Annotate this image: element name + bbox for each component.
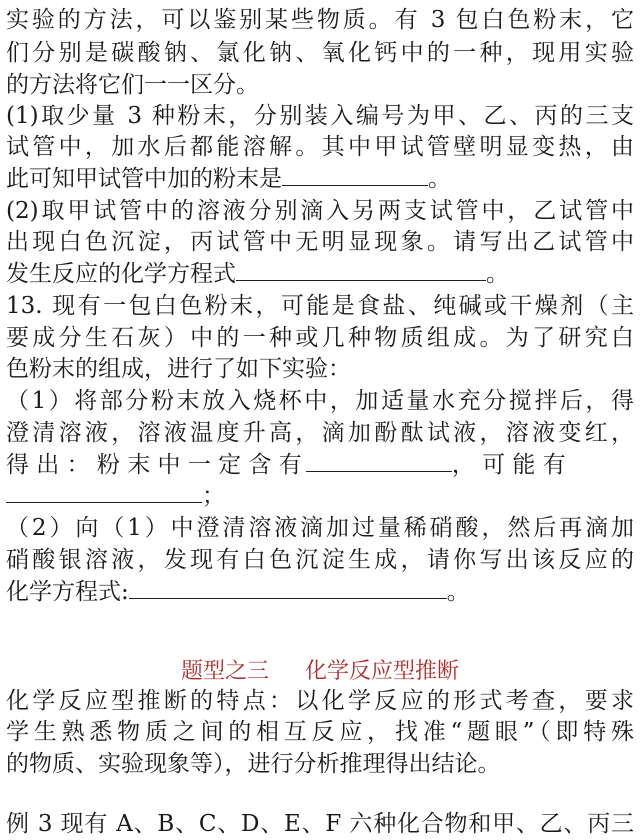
period: 。	[446, 579, 470, 605]
equation-prompt: 化学方程式:	[6, 579, 129, 605]
text-line-1: 实验的方法，可以鉴别某些物质。有 3 包白色粉末，它	[6, 7, 634, 33]
section-heading-title: 化学反应型推断	[305, 659, 460, 684]
semicolon: ；	[202, 483, 225, 509]
answer-blank-may-contain[interactable]	[6, 480, 202, 503]
problem-13-line-3: 色粉末的组成，进行了如下实验：	[6, 356, 351, 382]
problem-13-line-2: 要成分生石灰）中的一种或几种物质组成。为了研究白	[6, 325, 634, 351]
problem-13-step-1-line-2: 澄清溶液，溶液温度升高，滴加酚酞试液，溶液变红，	[6, 420, 634, 446]
question-2-line-3	[6, 258, 634, 290]
may-contain-prompt: ， 可 能 有	[451, 452, 566, 478]
answer-blank-equation-2[interactable]	[129, 576, 447, 599]
answer-blank-must-contain[interactable]	[306, 449, 452, 472]
problem-13-line-1: 13. 现有一包白色粉末，可能是食盐、纯碱或干燥剂（主	[6, 293, 634, 319]
period: 。	[486, 261, 509, 287]
problem-13-step-2-line-2: 硝酸银溶液，发现有白色沉淀生成，请你写出该反应的	[6, 547, 634, 573]
problem-13-step-1-line-4	[6, 480, 634, 512]
section-intro-line-1: 化学反应型推断的特点：以化学反应的形式考查，要求	[6, 688, 634, 714]
problem-13-step-1-line-1: （1）将部分粉末放入烧杯中，加适量水充分搅拌后，得	[6, 388, 634, 414]
period: 。	[428, 166, 451, 192]
problem-13-step-1-line-3	[6, 449, 634, 481]
question-2-line-1: (2)取甲试管中的溶液分别滴入另两支试管中，乙试管中	[6, 198, 634, 224]
must-contain-prompt: 得 出 ： 粉 末 中 一 定 含 有	[6, 452, 302, 478]
question-1-prompt: 此可知甲试管中加的粉末是	[6, 166, 282, 192]
example-3-line-1: 例 3 现有 A、B、C、D、E、F 六种化合物和甲、乙、丙三	[6, 811, 634, 837]
document-page	[6, 0, 634, 836]
section-intro-line-2: 学生熟悉物质之间的相互反应，找准“题眼”（即特殊	[6, 719, 634, 745]
question-2-line-2: 出现白色沉淀，丙试管中无明显现象。请写出乙试管中	[6, 229, 634, 255]
section-heading-label: 题型之三	[180, 659, 269, 684]
question-2-prompt: 发生反应的化学方程式	[6, 261, 236, 287]
text-line-2: 们分别是碳酸钠、氯化钠、氧化钙中的一种，现用实验	[6, 40, 634, 66]
answer-blank-equation-1[interactable]	[236, 258, 486, 281]
problem-13-step-2-line-3	[6, 576, 634, 608]
section-intro-line-3: 的物质、实验现象等），进行分析推理得出结论。	[6, 751, 501, 777]
question-1-line-1: (1)取少量 3 种粉末，分别装入编号为甲、乙、丙的三支	[6, 103, 634, 129]
text-line-3: 的方法将它们一一区分。	[6, 72, 259, 98]
answer-blank-powder[interactable]	[282, 163, 428, 186]
question-1-line-3	[6, 163, 634, 195]
section-heading	[6, 656, 634, 688]
question-1-line-2: 试管中，加水后都能溶解。其中甲试管壁明显变热，由	[6, 134, 634, 160]
problem-13-step-2-line-1: （2）向（1）中澄清溶液滴加过量稀硝酸，然后再滴加	[6, 515, 634, 541]
